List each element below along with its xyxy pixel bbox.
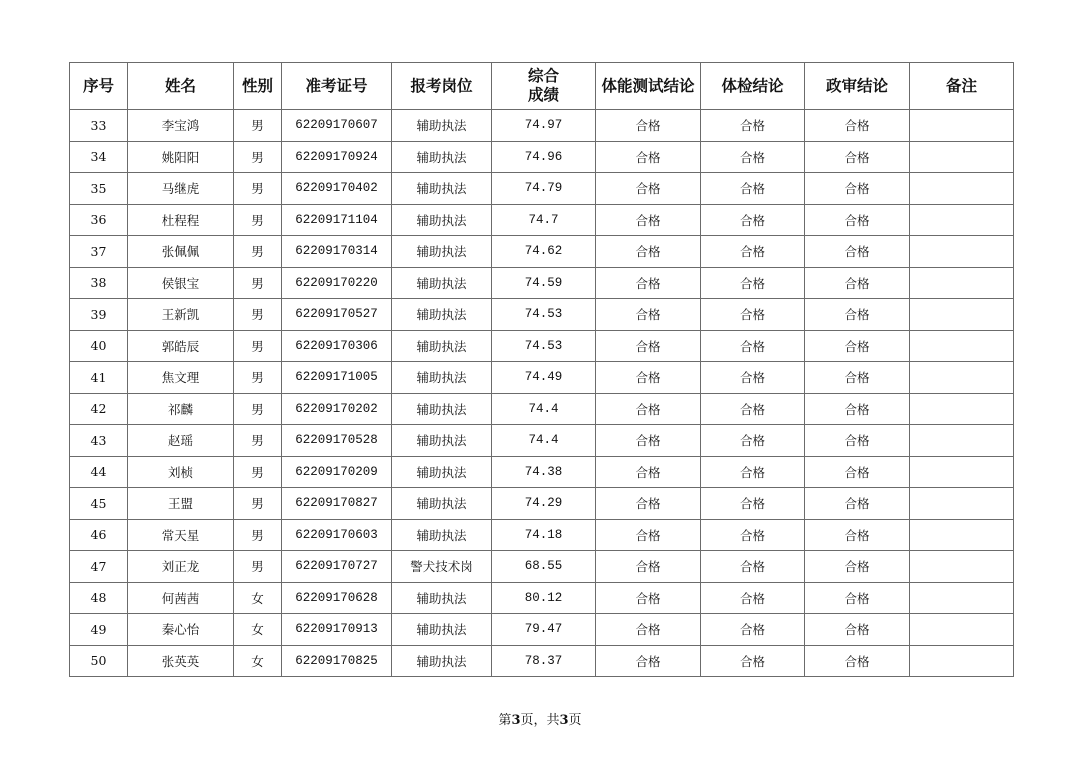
cell-ticket-number: 62209170528 <box>282 425 392 457</box>
header-gender: 性别 <box>234 63 282 110</box>
cell-seq: 39 <box>70 299 128 331</box>
cell-gender: 男 <box>234 425 282 457</box>
cell-remarks <box>910 110 1014 142</box>
candidate-results-table <box>69 62 1014 677</box>
cell-total-score: 74.18 <box>492 519 596 551</box>
cell-gender: 男 <box>234 488 282 520</box>
cell-political-review: 合格 <box>805 299 910 331</box>
cell-name: 秦心怡 <box>128 614 234 646</box>
cell-political-review: 合格 <box>805 456 910 488</box>
cell-ticket-number: 62209170727 <box>282 551 392 583</box>
cell-seq: 41 <box>70 362 128 394</box>
cell-gender: 男 <box>234 393 282 425</box>
cell-fitness-result: 合格 <box>596 519 701 551</box>
cell-remarks <box>910 330 1014 362</box>
header-ticket-number: 准考证号 <box>282 63 392 110</box>
cell-position: 辅助执法 <box>392 362 492 394</box>
cell-gender: 男 <box>234 173 282 205</box>
cell-ticket-number: 62209171005 <box>282 362 392 394</box>
cell-gender: 男 <box>234 456 282 488</box>
cell-political-review: 合格 <box>805 267 910 299</box>
cell-medical-result: 合格 <box>701 362 805 394</box>
cell-seq: 37 <box>70 236 128 268</box>
cell-political-review: 合格 <box>805 330 910 362</box>
cell-fitness-result: 合格 <box>596 204 701 236</box>
header-political-review: 政审结论 <box>805 63 910 110</box>
cell-remarks <box>910 456 1014 488</box>
cell-fitness-result: 合格 <box>596 267 701 299</box>
cell-total-score: 74.4 <box>492 393 596 425</box>
cell-ticket-number: 62209170603 <box>282 519 392 551</box>
cell-name: 郭皓辰 <box>128 330 234 362</box>
table-row <box>70 393 1014 425</box>
cell-name: 张佩佩 <box>128 236 234 268</box>
cell-remarks <box>910 488 1014 520</box>
cell-political-review: 合格 <box>805 645 910 677</box>
table-row <box>70 519 1014 551</box>
cell-total-score: 74.53 <box>492 330 596 362</box>
footer-total-pages: 3 <box>559 713 569 728</box>
table-row <box>70 551 1014 583</box>
cell-medical-result: 合格 <box>701 330 805 362</box>
cell-total-score: 79.47 <box>492 614 596 646</box>
cell-name: 张英英 <box>128 645 234 677</box>
cell-remarks <box>910 551 1014 583</box>
cell-total-score: 80.12 <box>492 582 596 614</box>
cell-medical-result: 合格 <box>701 141 805 173</box>
cell-total-score: 78.37 <box>492 645 596 677</box>
cell-gender: 男 <box>234 330 282 362</box>
cell-total-score: 74.59 <box>492 267 596 299</box>
cell-name: 王盟 <box>128 488 234 520</box>
cell-gender: 男 <box>234 141 282 173</box>
cell-position: 辅助执法 <box>392 645 492 677</box>
cell-position: 辅助执法 <box>392 236 492 268</box>
cell-political-review: 合格 <box>805 362 910 394</box>
cell-position: 辅助执法 <box>392 299 492 331</box>
cell-medical-result: 合格 <box>701 519 805 551</box>
cell-fitness-result: 合格 <box>596 645 701 677</box>
cell-political-review: 合格 <box>805 425 910 457</box>
cell-medical-result: 合格 <box>701 551 805 583</box>
cell-remarks <box>910 425 1014 457</box>
header-total-score <box>492 63 596 110</box>
table-row <box>70 236 1014 268</box>
cell-political-review: 合格 <box>805 488 910 520</box>
cell-seq: 45 <box>70 488 128 520</box>
table-row <box>70 173 1014 205</box>
results-sheet <box>69 62 1013 677</box>
cell-medical-result: 合格 <box>701 267 805 299</box>
header-seq: 序号 <box>70 63 128 110</box>
table-row <box>70 614 1014 646</box>
cell-medical-result: 合格 <box>701 236 805 268</box>
cell-name: 李宝鸿 <box>128 110 234 142</box>
cell-political-review: 合格 <box>805 110 910 142</box>
cell-position: 辅助执法 <box>392 204 492 236</box>
cell-fitness-result: 合格 <box>596 393 701 425</box>
cell-ticket-number: 62209170220 <box>282 267 392 299</box>
cell-seq: 48 <box>70 582 128 614</box>
cell-political-review: 合格 <box>805 614 910 646</box>
cell-political-review: 合格 <box>805 173 910 205</box>
cell-total-score: 74.62 <box>492 236 596 268</box>
cell-name: 姚阳阳 <box>128 141 234 173</box>
footer-current-page: 3 <box>511 713 521 728</box>
cell-medical-result: 合格 <box>701 488 805 520</box>
cell-medical-result: 合格 <box>701 393 805 425</box>
table-row <box>70 141 1014 173</box>
cell-total-score: 74.49 <box>492 362 596 394</box>
cell-fitness-result: 合格 <box>596 299 701 331</box>
cell-name: 祁麟 <box>128 393 234 425</box>
cell-seq: 43 <box>70 425 128 457</box>
cell-name: 赵瑶 <box>128 425 234 457</box>
cell-name: 何茜茜 <box>128 582 234 614</box>
cell-seq: 42 <box>70 393 128 425</box>
cell-total-score: 74.4 <box>492 425 596 457</box>
cell-name: 马继虎 <box>128 173 234 205</box>
cell-seq: 35 <box>70 173 128 205</box>
cell-seq: 44 <box>70 456 128 488</box>
cell-gender: 女 <box>234 582 282 614</box>
table-header-row <box>70 63 1014 110</box>
header-fitness-result: 体能测试结论 <box>596 63 701 110</box>
cell-remarks <box>910 362 1014 394</box>
cell-total-score: 74.96 <box>492 141 596 173</box>
cell-remarks <box>910 614 1014 646</box>
cell-gender: 男 <box>234 267 282 299</box>
cell-fitness-result: 合格 <box>596 236 701 268</box>
cell-medical-result: 合格 <box>701 456 805 488</box>
cell-political-review: 合格 <box>805 204 910 236</box>
cell-ticket-number: 62209170913 <box>282 614 392 646</box>
cell-position: 辅助执法 <box>392 173 492 205</box>
table-row <box>70 330 1014 362</box>
table-row <box>70 299 1014 331</box>
table-row <box>70 362 1014 394</box>
cell-remarks <box>910 645 1014 677</box>
cell-name: 刘桢 <box>128 456 234 488</box>
cell-fitness-result: 合格 <box>596 110 701 142</box>
header-name: 姓名 <box>128 63 234 110</box>
cell-political-review: 合格 <box>805 551 910 583</box>
footer-middle: 页，共 <box>520 713 560 728</box>
header-total-score-line1: 综合 <box>527 67 559 85</box>
cell-seq: 33 <box>70 110 128 142</box>
cell-position: 辅助执法 <box>392 519 492 551</box>
cell-position: 辅助执法 <box>392 330 492 362</box>
cell-remarks <box>910 519 1014 551</box>
cell-ticket-number: 62209170306 <box>282 330 392 362</box>
table-row <box>70 645 1014 677</box>
cell-gender: 男 <box>234 236 282 268</box>
cell-gender: 男 <box>234 204 282 236</box>
cell-political-review: 合格 <box>805 582 910 614</box>
cell-seq: 38 <box>70 267 128 299</box>
footer-suffix: 页 <box>568 713 582 728</box>
cell-ticket-number: 62209170527 <box>282 299 392 331</box>
cell-seq: 40 <box>70 330 128 362</box>
cell-political-review: 合格 <box>805 393 910 425</box>
cell-political-review: 合格 <box>805 141 910 173</box>
cell-medical-result: 合格 <box>701 299 805 331</box>
cell-fitness-result: 合格 <box>596 614 701 646</box>
cell-remarks <box>910 582 1014 614</box>
cell-gender: 男 <box>234 299 282 331</box>
cell-position: 辅助执法 <box>392 488 492 520</box>
header-total-score-line2: 成绩 <box>527 86 559 104</box>
cell-position: 辅助执法 <box>392 425 492 457</box>
cell-ticket-number: 62209171104 <box>282 204 392 236</box>
cell-position: 辅助执法 <box>392 456 492 488</box>
footer-prefix: 第 <box>498 713 512 728</box>
cell-total-score: 68.55 <box>492 551 596 583</box>
cell-name: 王新凯 <box>128 299 234 331</box>
cell-fitness-result: 合格 <box>596 173 701 205</box>
cell-fitness-result: 合格 <box>596 425 701 457</box>
cell-remarks <box>910 173 1014 205</box>
table-row <box>70 204 1014 236</box>
cell-total-score: 74.97 <box>492 110 596 142</box>
cell-seq: 46 <box>70 519 128 551</box>
cell-fitness-result: 合格 <box>596 141 701 173</box>
table-row <box>70 582 1014 614</box>
table-row <box>70 267 1014 299</box>
cell-ticket-number: 62209170209 <box>282 456 392 488</box>
cell-gender: 男 <box>234 551 282 583</box>
cell-remarks <box>910 141 1014 173</box>
header-medical-result: 体检结论 <box>701 63 805 110</box>
header-remarks: 备注 <box>910 63 1014 110</box>
cell-name: 侯银宝 <box>128 267 234 299</box>
cell-medical-result: 合格 <box>701 173 805 205</box>
cell-fitness-result: 合格 <box>596 488 701 520</box>
cell-position: 辅助执法 <box>392 110 492 142</box>
cell-gender: 女 <box>234 614 282 646</box>
cell-gender: 男 <box>234 110 282 142</box>
cell-fitness-result: 合格 <box>596 362 701 394</box>
cell-ticket-number: 62209170314 <box>282 236 392 268</box>
cell-total-score: 74.29 <box>492 488 596 520</box>
cell-remarks <box>910 393 1014 425</box>
table-row <box>70 488 1014 520</box>
cell-position: 警犬技术岗 <box>392 551 492 583</box>
cell-medical-result: 合格 <box>701 204 805 236</box>
cell-total-score: 74.53 <box>492 299 596 331</box>
cell-position: 辅助执法 <box>392 614 492 646</box>
cell-seq: 49 <box>70 614 128 646</box>
cell-ticket-number: 62209170825 <box>282 645 392 677</box>
cell-position: 辅助执法 <box>392 393 492 425</box>
cell-medical-result: 合格 <box>701 582 805 614</box>
cell-total-score: 74.7 <box>492 204 596 236</box>
cell-fitness-result: 合格 <box>596 551 701 583</box>
table-row <box>70 425 1014 457</box>
cell-remarks <box>910 236 1014 268</box>
cell-medical-result: 合格 <box>701 425 805 457</box>
table-body <box>70 110 1014 677</box>
cell-political-review: 合格 <box>805 519 910 551</box>
cell-medical-result: 合格 <box>701 110 805 142</box>
cell-total-score: 74.38 <box>492 456 596 488</box>
cell-gender: 男 <box>234 519 282 551</box>
cell-ticket-number: 62209170628 <box>282 582 392 614</box>
cell-position: 辅助执法 <box>392 141 492 173</box>
cell-political-review: 合格 <box>805 236 910 268</box>
cell-total-score: 74.79 <box>492 173 596 205</box>
cell-seq: 47 <box>70 551 128 583</box>
cell-ticket-number: 62209170202 <box>282 393 392 425</box>
cell-fitness-result: 合格 <box>596 330 701 362</box>
table-row <box>70 110 1014 142</box>
cell-name: 常天星 <box>128 519 234 551</box>
cell-seq: 36 <box>70 204 128 236</box>
cell-name: 焦文理 <box>128 362 234 394</box>
cell-name: 杜程程 <box>128 204 234 236</box>
page-footer <box>0 709 1080 728</box>
cell-gender: 男 <box>234 362 282 394</box>
cell-remarks <box>910 204 1014 236</box>
cell-ticket-number: 62209170827 <box>282 488 392 520</box>
header-position: 报考岗位 <box>392 63 492 110</box>
cell-name: 刘正龙 <box>128 551 234 583</box>
cell-fitness-result: 合格 <box>596 456 701 488</box>
cell-remarks <box>910 267 1014 299</box>
cell-position: 辅助执法 <box>392 582 492 614</box>
cell-medical-result: 合格 <box>701 614 805 646</box>
cell-gender: 女 <box>234 645 282 677</box>
cell-ticket-number: 62209170402 <box>282 173 392 205</box>
table-row <box>70 456 1014 488</box>
cell-fitness-result: 合格 <box>596 582 701 614</box>
cell-ticket-number: 62209170924 <box>282 141 392 173</box>
cell-ticket-number: 62209170607 <box>282 110 392 142</box>
cell-seq: 50 <box>70 645 128 677</box>
cell-seq: 34 <box>70 141 128 173</box>
cell-position: 辅助执法 <box>392 267 492 299</box>
cell-remarks <box>910 299 1014 331</box>
cell-medical-result: 合格 <box>701 645 805 677</box>
